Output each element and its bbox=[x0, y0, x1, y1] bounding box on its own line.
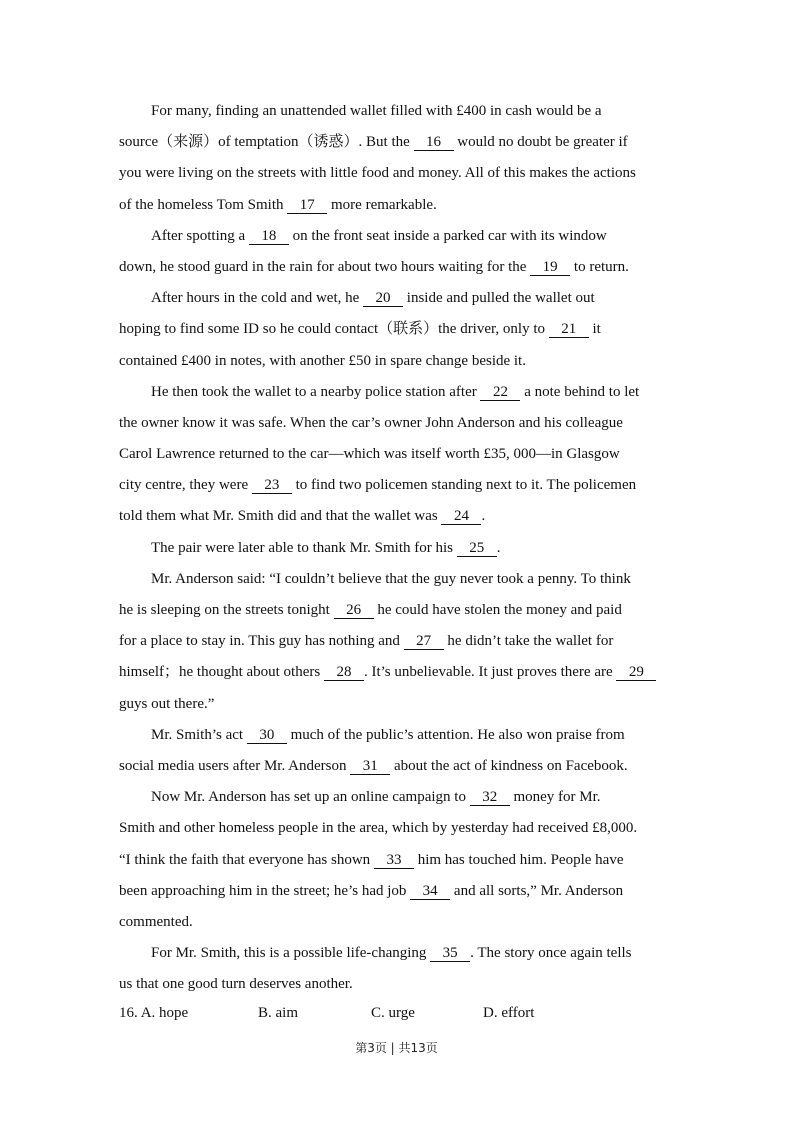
passage-text: he is sleeping on the streets tonight bbox=[119, 602, 334, 618]
question-16-options bbox=[119, 1005, 719, 1029]
passage-line bbox=[119, 689, 699, 720]
passage-line bbox=[119, 346, 699, 377]
passage-text: source（来源）of temptation（诱惑）. But the bbox=[119, 134, 414, 151]
passage-text: him has touched him. People have bbox=[413, 851, 624, 868]
passage-line bbox=[119, 377, 699, 408]
blank-21: 21 bbox=[549, 322, 589, 338]
passage-text: Carol Lawrence returned to the car—which was itself worth £35, 000—in Glasgow bbox=[119, 446, 620, 463]
passage-line bbox=[119, 969, 699, 1000]
passage-text: to find two policemen standing next to it. The policemen bbox=[291, 477, 637, 494]
passage-text: the owner know it was safe. When the car’s owner John Anderson and his colleague bbox=[119, 414, 623, 431]
blank-19: 19 bbox=[530, 260, 570, 276]
cloze-passage bbox=[119, 96, 699, 1000]
passage-line bbox=[119, 533, 699, 564]
passage-text: it bbox=[588, 321, 601, 338]
option-b: B. aim bbox=[258, 1005, 298, 1021]
passage-text: After hours in the cold and wet, he bbox=[151, 290, 364, 307]
passage-text: money for Mr. bbox=[509, 789, 601, 806]
passage-text: social media users after Mr. Anderson bbox=[119, 757, 351, 774]
passage-text: for a place to stay in. This guy has nothing and bbox=[119, 633, 404, 650]
passage-line bbox=[119, 595, 699, 626]
passage-text: Mr. Anderson said: “I couldn’t believe that the guy never took a penny. To think bbox=[151, 570, 631, 587]
passage-text: Smith and other homeless people in the area, which by yesterday had received £8,000. bbox=[119, 820, 638, 837]
blank-33: 33 bbox=[374, 853, 414, 869]
passage-text: he could have stolen the money and paid bbox=[373, 602, 622, 618]
blank-34: 34 bbox=[410, 884, 450, 900]
passage-text: himself；he thought about others bbox=[119, 664, 324, 681]
question-number-and-option-a bbox=[119, 1005, 188, 1022]
blank-30: 30 bbox=[247, 728, 287, 744]
passage-text: The pair were later able to thank Mr. Smith for his bbox=[151, 539, 457, 556]
passage-line bbox=[119, 190, 699, 221]
blank-17: 17 bbox=[287, 198, 327, 214]
option-d: D. effort bbox=[483, 1005, 535, 1021]
blank-16: 16 bbox=[414, 135, 454, 151]
option-c: C. urge bbox=[371, 1005, 415, 1021]
passage-line bbox=[119, 314, 699, 345]
blank-25: 25 bbox=[457, 541, 497, 557]
blank-24: 24 bbox=[441, 509, 481, 525]
blank-31: 31 bbox=[350, 759, 390, 775]
passage-text: much of the public’s attention. He also won praise from bbox=[286, 726, 625, 743]
passage-line bbox=[119, 283, 699, 314]
passage-text: told them what Mr. Smith did and that the wallet was bbox=[119, 508, 442, 525]
passage-text: He then took the wallet to a nearby police station after bbox=[151, 383, 481, 400]
passage-text: Mr. Smith’s act bbox=[151, 726, 247, 743]
passage-text: down, he stood guard in the rain for about two hours waiting for the bbox=[119, 258, 531, 275]
passage-text: he didn’t take the wallet for bbox=[443, 633, 614, 650]
passage-text: commented. bbox=[119, 913, 193, 930]
passage-line bbox=[119, 813, 699, 844]
passage-text: you were living on the streets with little food and money. All of this makes the actions bbox=[119, 165, 636, 182]
passage-text: us that one good turn deserves another. bbox=[119, 976, 353, 993]
passage-text: a note behind to let bbox=[520, 383, 640, 400]
passage-line bbox=[119, 252, 699, 283]
passage-text: on the front seat inside a parked car with its window bbox=[288, 227, 607, 244]
blank-35: 35 bbox=[430, 946, 470, 962]
passage-text: . It’s unbelievable. It just proves there are bbox=[363, 664, 617, 681]
blank-27: 27 bbox=[404, 634, 444, 650]
blank-26: 26 bbox=[334, 603, 374, 619]
passage-text: guys out there.” bbox=[119, 695, 215, 712]
passage-text: and all sorts,” Mr. Anderson bbox=[450, 882, 624, 899]
passage-line bbox=[119, 501, 699, 532]
passage-text: more remarkable. bbox=[327, 196, 437, 213]
passage-text: to return. bbox=[570, 258, 629, 275]
passage-line bbox=[119, 720, 699, 751]
passage-line bbox=[119, 470, 699, 501]
passage-text: Now Mr. Anderson has set up an online campaign to bbox=[151, 789, 470, 806]
passage-text: city centre, they were bbox=[119, 477, 252, 494]
passage-line bbox=[119, 845, 699, 876]
blank-22: 22 bbox=[480, 385, 520, 401]
passage-line bbox=[119, 876, 699, 907]
passage-text: . bbox=[481, 508, 486, 525]
passage-text: would no doubt be greater if bbox=[453, 134, 628, 151]
blank-18: 18 bbox=[249, 229, 289, 245]
passage-text: been approaching him in the street; he’s had job bbox=[119, 882, 411, 899]
passage-line bbox=[119, 96, 699, 127]
blank-20: 20 bbox=[363, 291, 403, 307]
question-number: 16. bbox=[119, 1005, 138, 1021]
option-a: A. hope bbox=[140, 1005, 189, 1021]
passage-line bbox=[119, 158, 699, 189]
passage-text: “I think the faith that everyone has shown bbox=[119, 851, 374, 868]
passage-text: After spotting a bbox=[151, 227, 249, 244]
passage-text: of the homeless Tom Smith bbox=[119, 196, 288, 213]
passage-line bbox=[119, 439, 699, 470]
blank-23: 23 bbox=[252, 478, 292, 494]
passage-line bbox=[119, 938, 699, 969]
passage-line bbox=[119, 408, 699, 439]
passage-line bbox=[119, 564, 699, 595]
blank-28: 28 bbox=[324, 665, 364, 681]
passage-text: . The story once again tells bbox=[470, 945, 632, 962]
blank-29: 29 bbox=[616, 665, 656, 681]
passage-line bbox=[119, 782, 699, 813]
passage-text: For many, finding an unattended wallet filled with £400 in cash would be a bbox=[151, 103, 602, 119]
passage-line bbox=[119, 127, 699, 158]
passage-text: about the act of kindness on Facebook. bbox=[390, 757, 628, 774]
passage-line bbox=[119, 657, 699, 688]
passage-text: . bbox=[496, 539, 501, 556]
page-footer: 第3页 | 共13页 bbox=[355, 1041, 438, 1055]
passage-line bbox=[119, 626, 699, 657]
passage-line bbox=[119, 751, 699, 782]
passage-text: inside and pulled the wallet out bbox=[403, 290, 595, 307]
passage-text: hoping to find some ID so he could contact（联系）the driver, only to bbox=[119, 321, 549, 338]
passage-line bbox=[119, 221, 699, 252]
passage-line bbox=[119, 907, 699, 938]
blank-32: 32 bbox=[470, 790, 510, 806]
passage-text: contained £400 in notes, with another £50 in spare change beside it. bbox=[119, 352, 526, 369]
passage-text: For Mr. Smith, this is a possible life-changing bbox=[151, 945, 431, 962]
